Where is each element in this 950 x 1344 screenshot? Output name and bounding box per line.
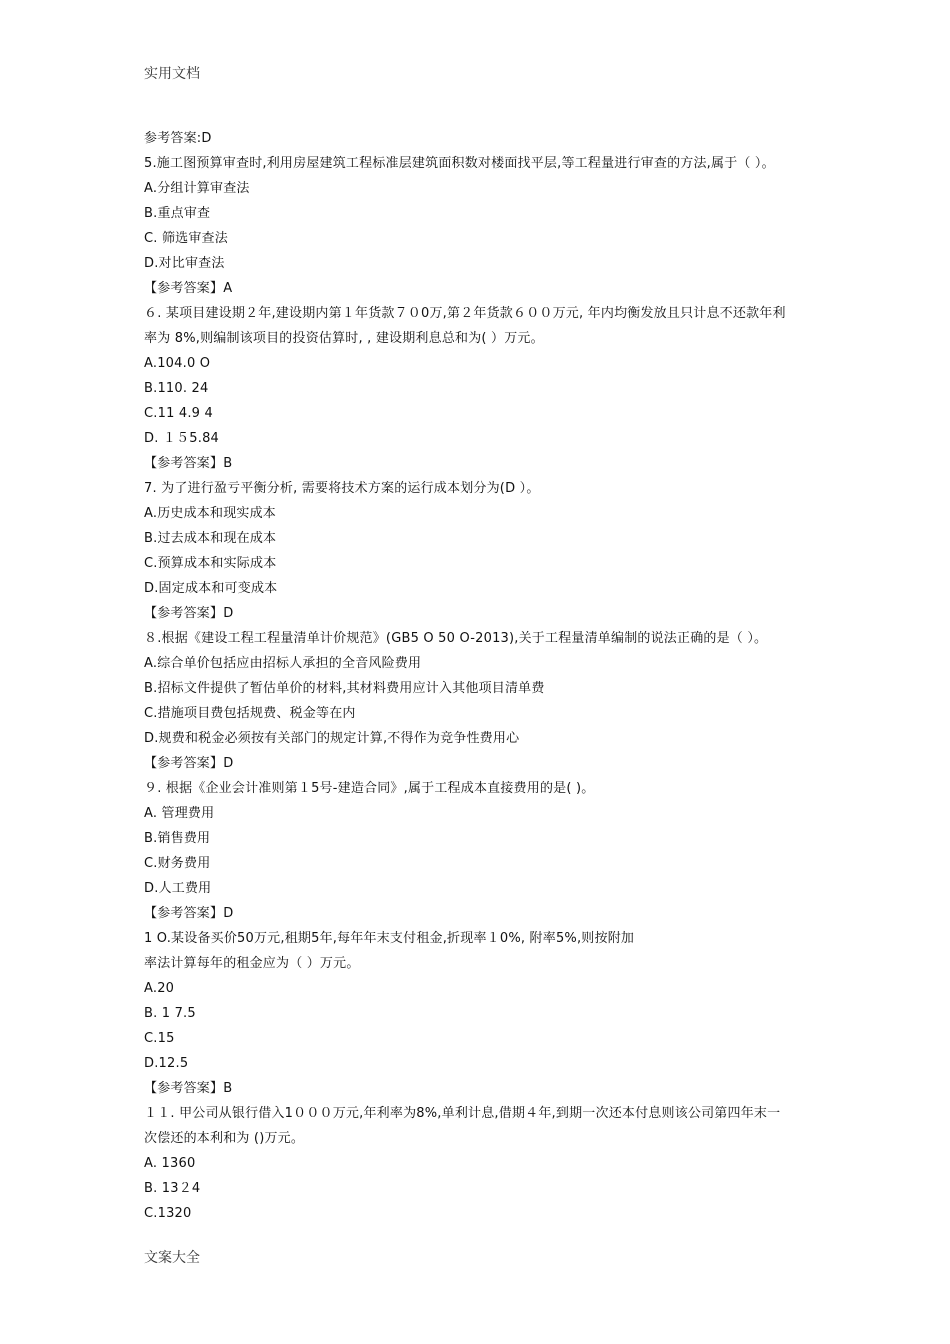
question-6-part2: 率为 8%,则编制该项目的投资估算时, , 建设期利息总和为( ）万元。 bbox=[144, 331, 544, 346]
document-body bbox=[144, 126, 904, 1226]
answer-line: 【参考答案】D bbox=[144, 906, 234, 921]
answer-line: 【参考答案】D bbox=[144, 606, 234, 621]
option-c: C. 筛选审查法 bbox=[144, 231, 228, 246]
option-b: B.110. 24 bbox=[144, 381, 209, 396]
option-c: C.11 4.9 4 bbox=[144, 406, 213, 421]
question-7: 7. 为了进行盈亏平衡分析, 需要将技术方案的运行成本划分为(D ）。 bbox=[144, 481, 540, 496]
question-6-part1: ６. 某项目建设期２年,建设期内第１年货款７０0万,第２年货款６００万元, 年内均衡发放且只计息不还款年利 bbox=[144, 306, 786, 321]
question-10-part1: 1 O.某设备买价50万元,租期5年,每年年末支付租金,折现率１0%, 附率5%,则按附加 bbox=[144, 931, 635, 946]
option-c: C.财务费用 bbox=[144, 856, 211, 871]
option-d: D.固定成本和可变成本 bbox=[144, 581, 278, 596]
option-a: A.综合单价包括应由招标人承担的全音风险费用 bbox=[144, 656, 422, 671]
option-b: B. 13２4 bbox=[144, 1181, 201, 1196]
option-d: D.规费和税金必须按有关部门的规定计算,不得作为竞争性费用心 bbox=[144, 731, 520, 746]
option-b: B. 1 7.5 bbox=[144, 1006, 196, 1021]
option-c: C.1320 bbox=[144, 1206, 192, 1221]
option-a: A.历史成本和现实成本 bbox=[144, 506, 276, 521]
option-c: C.预算成本和实际成本 bbox=[144, 556, 277, 571]
page-header: 实用文档 bbox=[144, 66, 200, 82]
option-a: A. 管理费用 bbox=[144, 806, 215, 821]
option-a: A.分组计算审查法 bbox=[144, 181, 250, 196]
option-c: C.15 bbox=[144, 1031, 175, 1046]
option-b: B.销售费用 bbox=[144, 831, 211, 846]
option-b: B.招标文件提供了暂估单价的材料,其材料费用应计入其他项目清单费 bbox=[144, 681, 545, 696]
option-b: B.过去成本和现在成本 bbox=[144, 531, 277, 546]
answer-line: 【参考答案】A bbox=[144, 281, 233, 296]
option-a: A.104.0 O bbox=[144, 356, 211, 371]
answer-line: 【参考答案】D bbox=[144, 756, 234, 771]
question-10-part2: 率法计算每年的租金应为（ ）万元。 bbox=[144, 956, 360, 971]
option-d: D.12.5 bbox=[144, 1056, 189, 1071]
answer-line: 【参考答案】B bbox=[144, 1081, 233, 1096]
question-9: ９. 根据《企业会计准则第１5号-建造合同》,属于工程成本直接费用的是( )。 bbox=[144, 781, 595, 796]
option-a: A. 1360 bbox=[144, 1156, 196, 1171]
option-a: A.20 bbox=[144, 981, 175, 996]
option-d: D.人工费用 bbox=[144, 881, 212, 896]
option-d: D.对比审查法 bbox=[144, 256, 225, 271]
question-11-part2: 次偿还的本利和为 ()万元。 bbox=[144, 1131, 305, 1146]
option-d: D. １５5.84 bbox=[144, 431, 220, 446]
answer-line: 参考答案:D bbox=[144, 131, 212, 146]
question-5: 5.施工图预算审查时,利用房屋建筑工程标准层建筑面积数对楼面找平层,等工程量进行审查的方法,属于（ ）。 bbox=[144, 156, 775, 171]
option-b: B.重点审查 bbox=[144, 206, 211, 221]
page-footer: 文案大全 bbox=[144, 1250, 200, 1266]
question-11-part1: １１. 甲公司从银行借入1０００万元,年利率为8%,单利计息,借期４年,到期一次还本付息则该公司第四年末一 bbox=[144, 1106, 781, 1121]
answer-line: 【参考答案】B bbox=[144, 456, 233, 471]
question-8: ８.根据《建设工程工程量清单计价规范》(GB5 O 50 O-2013),关于工程量清单编制的说法正确的是（ ）。 bbox=[144, 631, 768, 646]
option-c: C.措施项目费包括规费、税金等在内 bbox=[144, 706, 356, 721]
